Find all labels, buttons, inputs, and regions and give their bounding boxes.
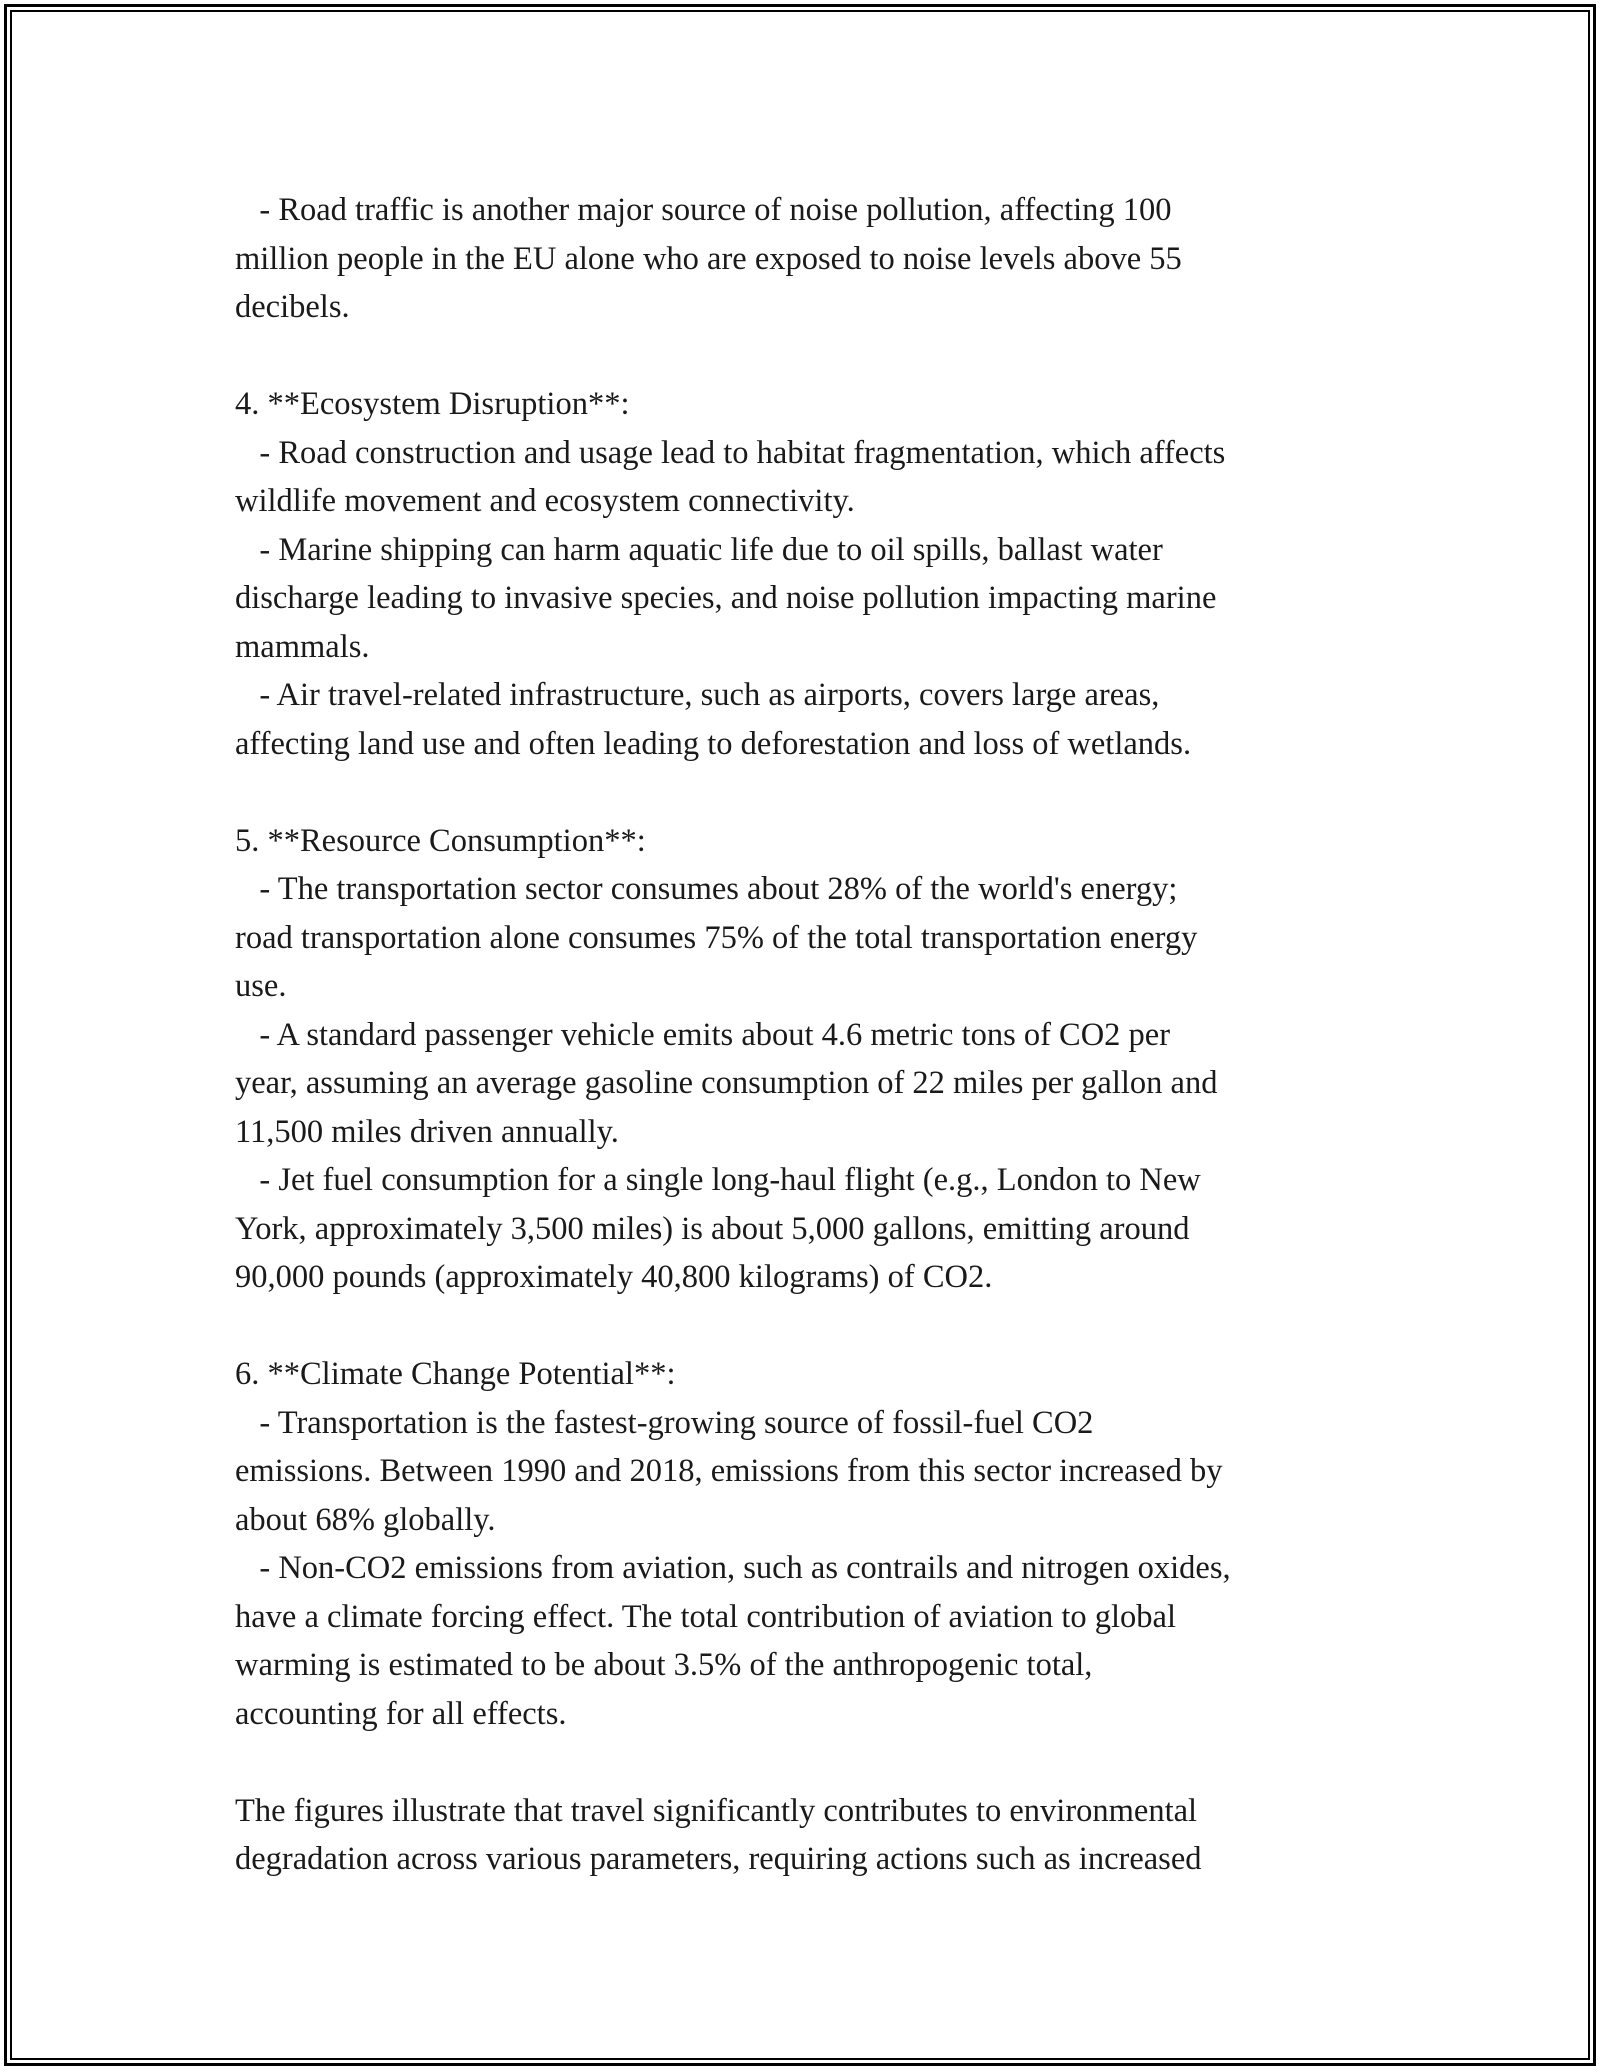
section-heading-ecosystem: 4. **Ecosystem Disruption**: (235, 386, 630, 422)
text-line: wildlife movement and ecosystem connectivity. (235, 483, 855, 519)
text-line: degradation across various parameters, requiring actions such as increased (235, 1841, 1202, 1877)
text-line: - Air travel-related infrastructure, such as airports, covers large areas, (235, 677, 1160, 713)
text-line: - Road traffic is another major source of noise pollution, affecting 100 (235, 192, 1172, 228)
text-line: - Non-CO2 emissions from aviation, such as contrails and nitrogen oxides, (235, 1550, 1231, 1586)
paragraph-gap (235, 1738, 1395, 1787)
text-line: road transportation alone consumes 75% of the total transportation energy (235, 919, 1198, 956)
text-line: - Marine shipping can harm aquatic life due to oil spills, ballast water (235, 531, 1163, 568)
text-line: million people in the EU alone who are exposed to noise levels above 55 (235, 240, 1182, 277)
text-line: - The transportation sector consumes about 28% of the world's energy; (235, 871, 1178, 907)
text-line: 90,000 pounds (approximately 40,800 kilograms) of CO2. (235, 1259, 993, 1295)
text-line: decibels. (235, 289, 350, 325)
section-heading-climate: 6. **Climate Change Potential**: (235, 1356, 676, 1392)
text-line: discharge leading to invasive species, and noise pollution impacting marine (235, 580, 1217, 616)
document-body (235, 186, 1395, 1884)
text-line: year, assuming an average gasoline consumption of 22 miles per gallon and (235, 1065, 1218, 1101)
text-line: The figures illustrate that travel significantly contributes to environmental (235, 1792, 1198, 1829)
text-line: - Road construction and usage lead to habitat fragmentation, which affects (235, 434, 1226, 471)
text-line: 11,500 miles driven annually. (235, 1113, 619, 1150)
paragraph-gap (235, 1302, 1395, 1351)
text-line: - Jet fuel consumption for a single long-haul flight (e.g., London to New (235, 1162, 1201, 1198)
text-line: affecting land use and often leading to deforestation and loss of wetlands. (235, 725, 1192, 762)
paragraph-gap (235, 332, 1395, 381)
text-line: warming is estimated to be about 3.5% of the anthropogenic total, (235, 1647, 1093, 1683)
text-line: - A standard passenger vehicle emits about 4.6 metric tons of CO2 per (235, 1016, 1171, 1053)
text-line: - Transportation is the fastest-growing source of fossil-fuel CO2 (235, 1404, 1094, 1441)
text-line: York, approximately 3,500 miles) is about 5,000 gallons, emitting around (235, 1210, 1190, 1247)
text-line: use. (235, 968, 287, 1004)
section-heading-resource: 5. **Resource Consumption**: (235, 822, 646, 859)
text-line: mammals. (235, 628, 370, 665)
text-line: emissions. Between 1990 and 2018, emissions from this sector increased by (235, 1453, 1223, 1489)
text-line: about 68% globally. (235, 1501, 496, 1538)
text-line: accounting for all effects. (235, 1695, 567, 1732)
text-line: have a climate forcing effect. The total contribution of aviation to global (235, 1598, 1176, 1635)
paragraph-gap (235, 768, 1395, 817)
